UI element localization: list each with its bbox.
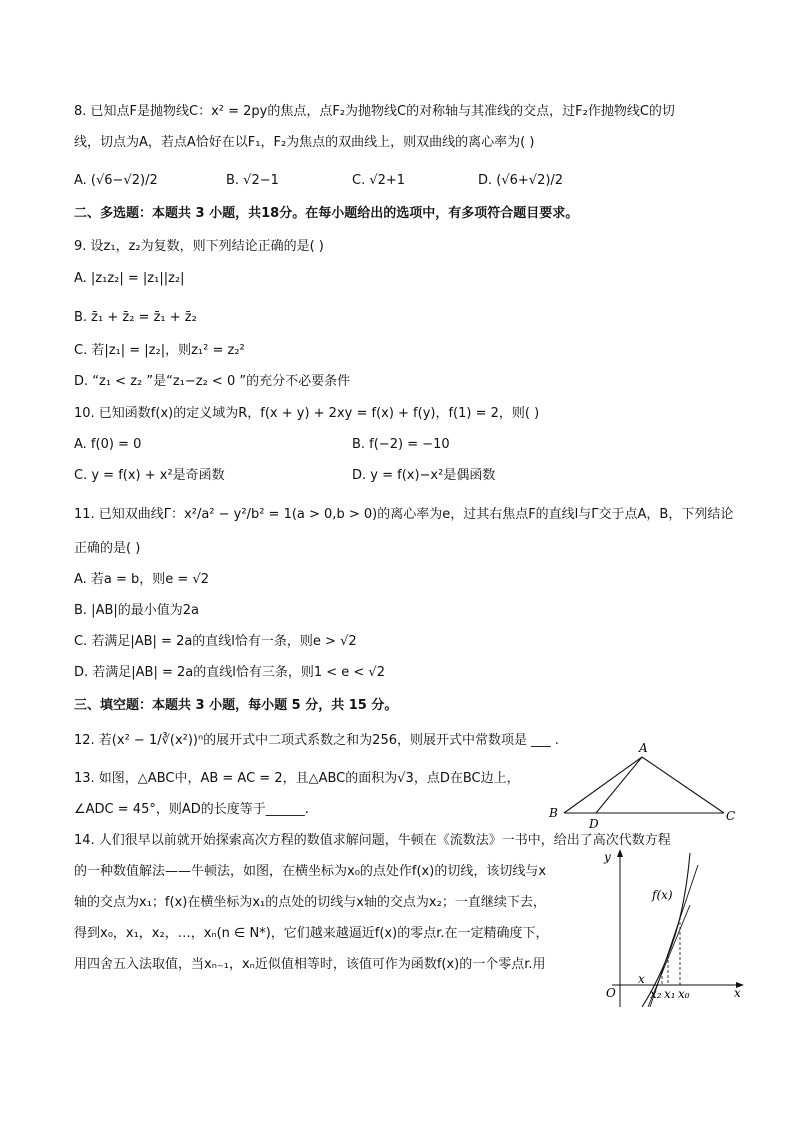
q13-stem-line2: ∠ADC = 45°，则AD的长度等于______.: [74, 802, 309, 817]
q11-stem-line1: 11. 已知双曲线Γ：x²/a² − y²/b² = 1(a > 0,b > 0)的离心率为e，过其右焦点F的直线l与Γ交于点A，B，下列结论: [74, 507, 734, 522]
q8-stem-line1: 8. 已知点F是抛物线C：x² = 2py的焦点，点F₂为抛物线C的对称轴与其准线的交点，过F₂作抛物线C的切: [74, 104, 675, 119]
vertex-label-a: A: [639, 741, 648, 755]
q14-stem-line1: 14. 人们很早以前就开始探索高次方程的数值求解问题，牛顿在《流数法》一书中，给出了高次代数方程: [74, 833, 671, 848]
q14-stem-line5: 用四舍五入法取值，当xₙ₋₁，xₙ近似值相等时，该值可作为函数f(x)的一个零点r.用: [74, 957, 546, 972]
section-fill-blank-heading: 三、填空题：本题共 3 小题，每小题 5 分，共 15 分。: [74, 698, 398, 713]
y-axis-label: y: [604, 850, 611, 864]
vertex-label-d: D: [589, 817, 599, 830]
vertex-label-c: C: [726, 809, 736, 823]
vertex-label-b: B: [549, 806, 558, 820]
newton-method-figure: [590, 845, 750, 1015]
q8-option-d: D. (√6+√2)/2: [478, 173, 564, 188]
q8-stem-line2: 线，切点为A，若点A恰好在以F₁，F₂为焦点的双曲线上，则双曲线的离心率为( ): [74, 135, 535, 150]
x0-label: x₀: [678, 987, 690, 1001]
root-label: x: [638, 972, 645, 986]
segment-ac: [642, 757, 724, 813]
origin-label: O: [606, 986, 616, 1000]
q14-stem-line4: 得到x₀，x₁，x₂，…，xₙ(n ∈ N*)，它们越来越逼近f(x)的零点r.在一定精确度下，: [74, 926, 549, 941]
q11-option-b: B. |AB|的最小值为2a: [74, 603, 199, 618]
triangle-figure: [540, 740, 750, 830]
q9-option-c: C. 若|z₁| = |z₂|，则z₁² = z₂²: [74, 343, 245, 358]
q11-option-a: A. 若a = b，则e = √2: [74, 572, 210, 587]
q9-option-b: B. z̄₁ + z̄₂ = z̄₁ + z̄₂: [74, 310, 197, 325]
q11-option-c: C. 若满足|AB| = 2a的直线l恰有一条，则e > √2: [74, 634, 357, 649]
x-axis-label: x: [734, 986, 741, 1000]
q9-stem: 9. 设z₁，z₂为复数，则下列结论正确的是( ): [74, 239, 324, 254]
q8-option-c: C. √2+1: [352, 173, 406, 188]
q11-option-d: D. 若满足|AB| = 2a的直线l恰有三条，则1 < e < √2: [74, 665, 385, 680]
section-multiple-choice-heading: 二、多选题：本题共 3 小题，共18分。在每小题给出的选项中，有多项符合题目要求。: [74, 206, 579, 221]
q12-stem: 12. 若(x² − 1/∛(x²))ⁿ的展开式中二项式系数之和为256，则展开式中常数项是 ___ .: [74, 733, 559, 748]
q8-option-b: B. √2−1: [226, 173, 279, 188]
q9-option-a: A. |z₁z₂| = |z₁||z₂|: [74, 271, 185, 286]
x2-label: x₂: [650, 987, 662, 1001]
q11-stem-line2: 正确的是( ): [74, 541, 141, 556]
q14-stem-line3: 轴的交点为x₁；f(x)在横坐标为x₁的点处的切线与x轴的交点为x₂；一直继续下去，: [74, 895, 546, 910]
q8-option-a: A. (√6−√2)/2: [74, 173, 158, 188]
q10-option-d: D. y = f(x)−x²是偶函数: [352, 468, 496, 483]
curve-label-fx: f(x): [652, 888, 673, 902]
y-axis-arrow: [617, 849, 623, 857]
q10-option-b: B. f(−2) = −10: [352, 437, 450, 452]
curve-fx: [642, 853, 690, 1007]
q13-stem-line1: 13. 如图，△ABC中，AB = AC = 2，且△ABC的面积为√3，点D在BC边上，: [74, 771, 520, 786]
q10-stem: 10. 已知函数f(x)的定义域为R，f(x + y) + 2xy = f(x) + f(y)，f(1) = 2，则( ): [74, 406, 540, 421]
q14-stem-line2: 的一种数值解法——牛顿法，如图，在横坐标为x₀的点处作f(x)的切线，该切线与x: [74, 864, 547, 879]
q10-option-c: C. y = f(x) + x²是奇函数: [74, 468, 225, 483]
x1-label: x₁: [664, 987, 676, 1001]
q10-option-a: A. f(0) = 0: [74, 437, 142, 452]
q9-option-d: D. “z₁ < z₂ ”是“z₁−z₂ < 0 ”的充分不必要条件: [74, 374, 351, 389]
